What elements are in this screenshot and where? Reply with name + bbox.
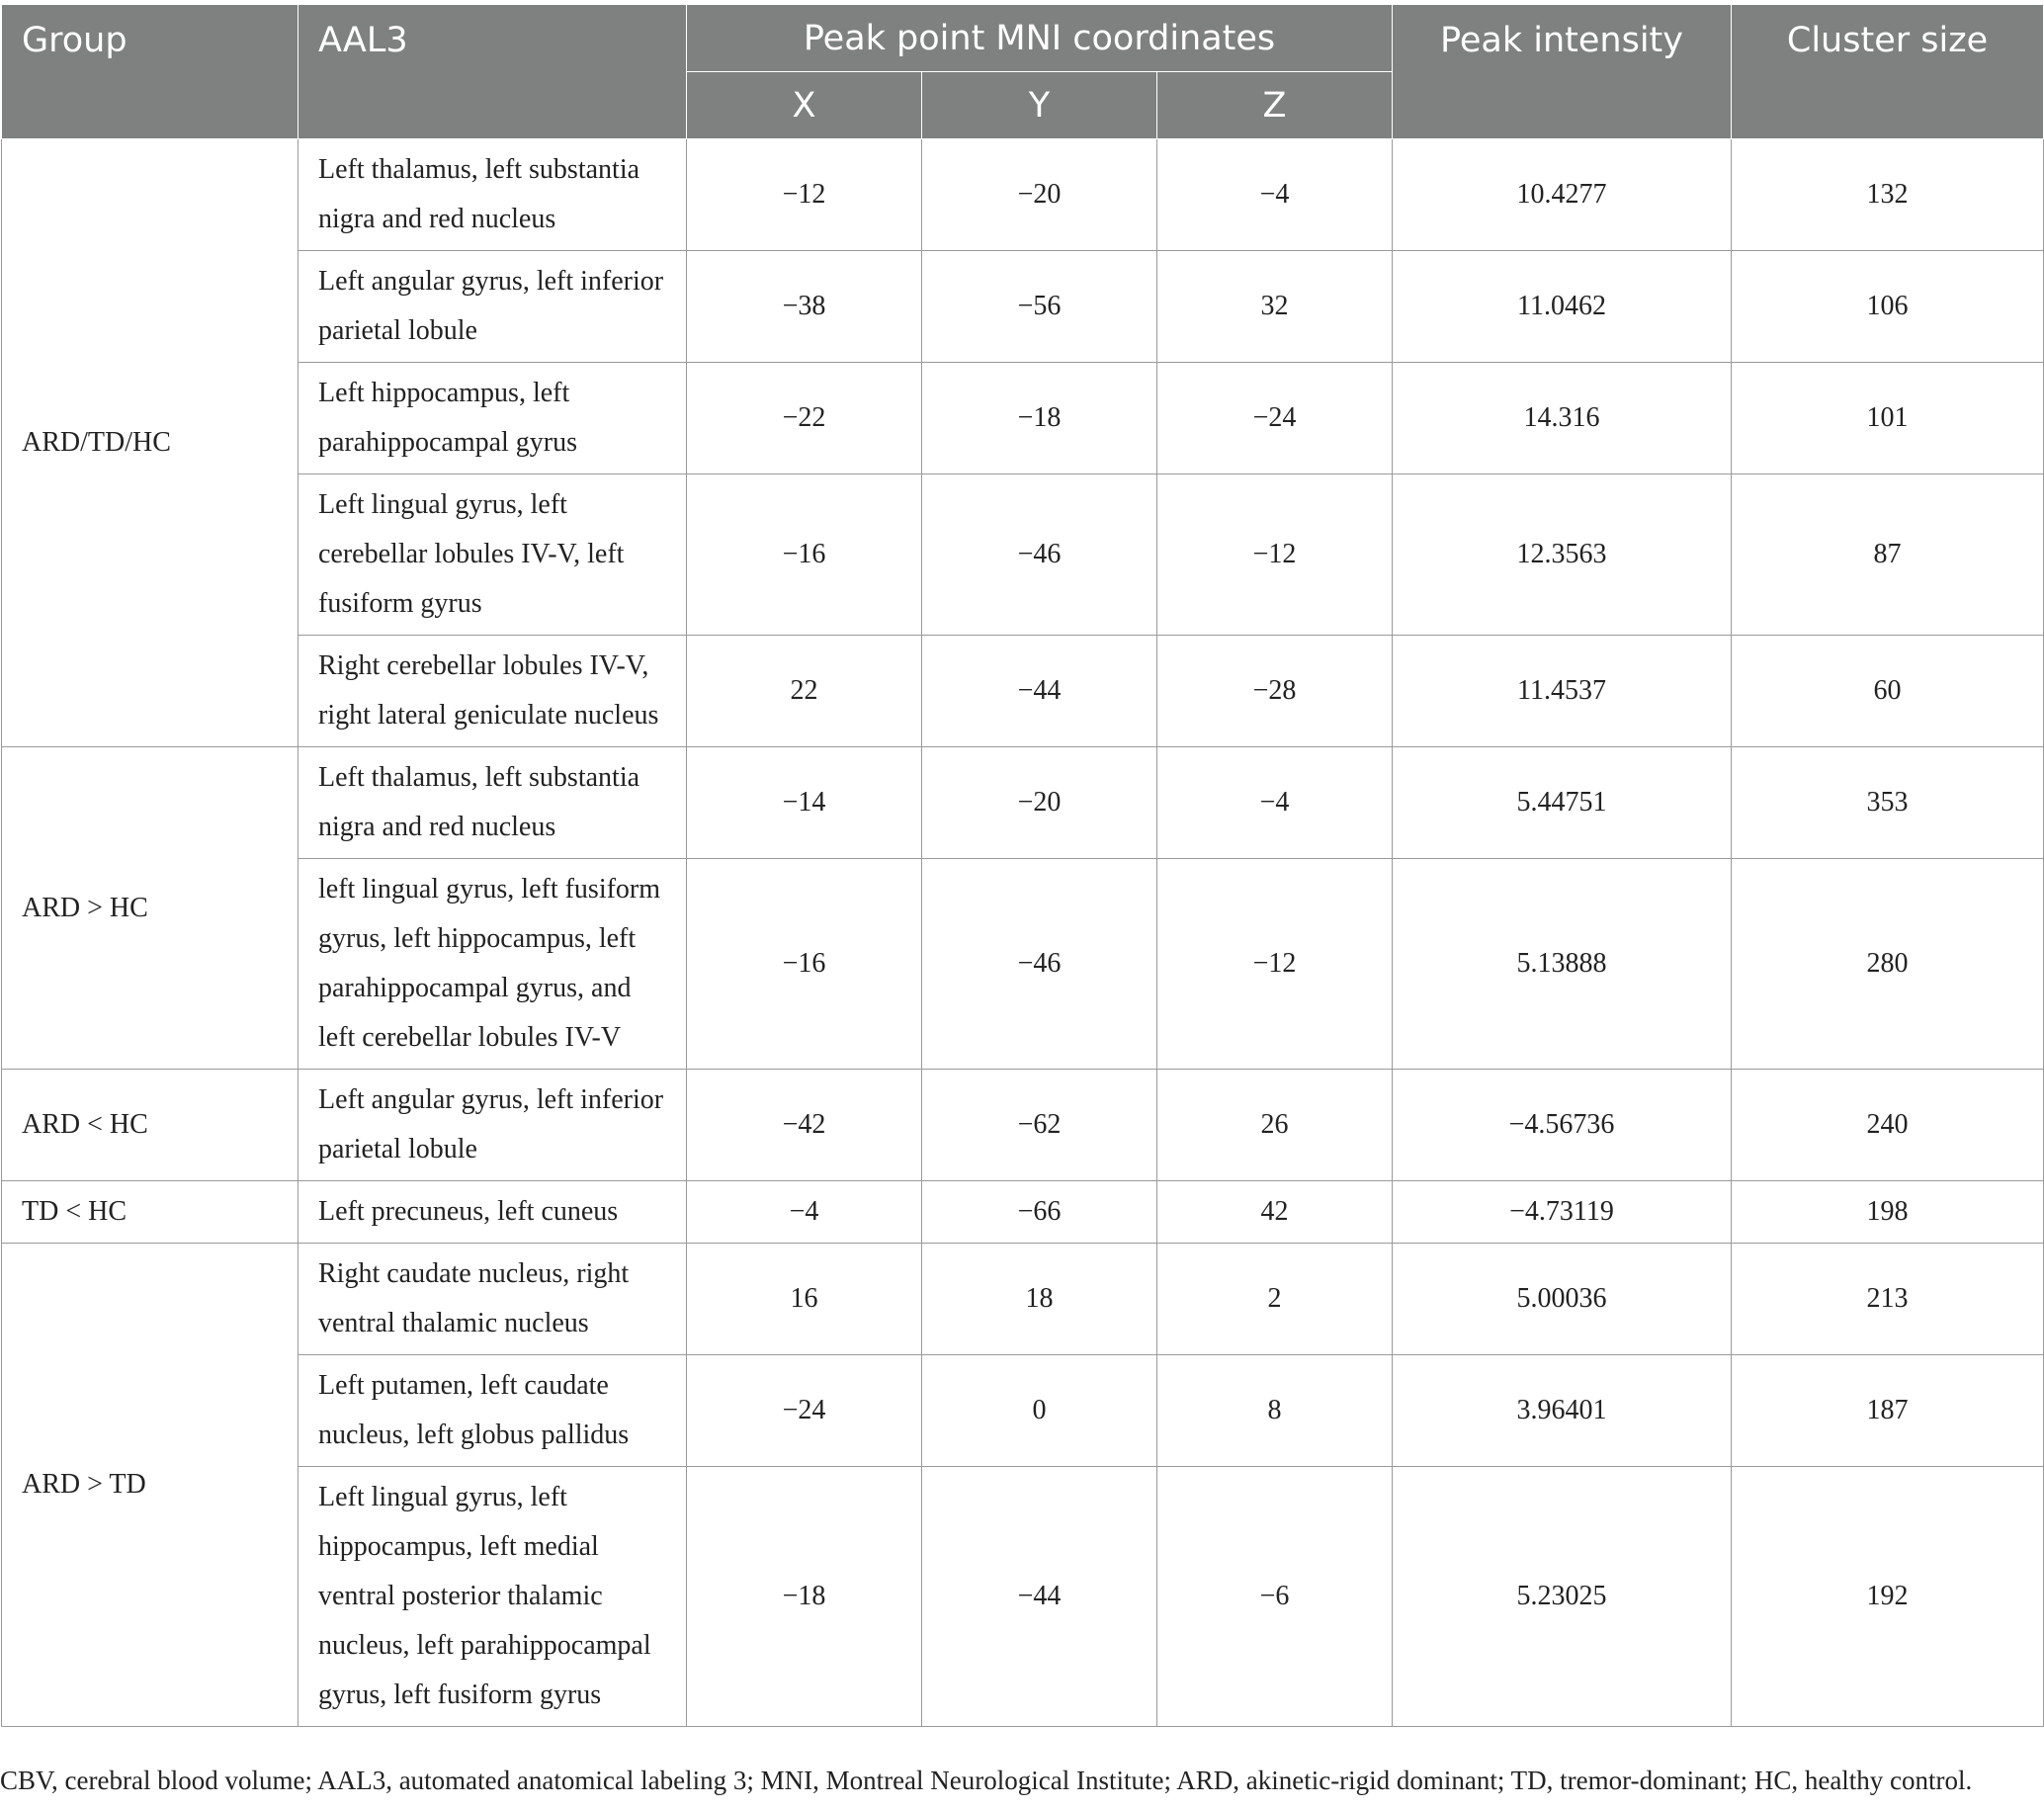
peak-intensity-cell: 5.13888 xyxy=(1393,859,1732,1070)
header-x: X xyxy=(687,72,922,139)
x-coordinate-cell: 16 xyxy=(687,1244,922,1355)
z-coordinate-cell: −12 xyxy=(1157,474,1393,636)
group-cell: ARD/TD/HC xyxy=(2,139,298,747)
peak-intensity-cell: 5.23025 xyxy=(1393,1467,1732,1727)
peak-intensity-cell: −4.56736 xyxy=(1393,1070,1732,1181)
x-coordinate-cell: −22 xyxy=(687,363,922,474)
cluster-size-cell: 192 xyxy=(1732,1467,2044,1727)
peak-intensity-cell: 11.0462 xyxy=(1393,251,1732,363)
x-coordinate-cell: −14 xyxy=(687,747,922,859)
header-y: Y xyxy=(922,72,1157,139)
cluster-size-cell: 60 xyxy=(1732,636,2044,747)
peak-intensity-cell: −4.73119 xyxy=(1393,1181,1732,1244)
region-cell: Left putamen, left caudate nucleus, left globus pallidus xyxy=(298,1355,687,1467)
table-header xyxy=(2,5,2044,139)
table-row xyxy=(2,636,2044,747)
table-footnote: CBV, cerebral blood volume; AAL3, automated anatomical labeling 3; MNI, Montreal Neurological Institute; ARD, akinetic-rigid dominant; TD, tremor-dominant; HC, healthy control. xyxy=(0,1766,1973,1795)
region-cell: left lingual gyrus, left fusiform gyrus, left hippocampus, left parahippocampal gyrus, and left cerebellar lobules IV-V xyxy=(298,859,687,1070)
region-cell: Left angular gyrus, left inferior parietal lobule xyxy=(298,1070,687,1181)
header-z: Z xyxy=(1157,72,1393,139)
table-row xyxy=(2,139,2044,251)
z-coordinate-cell: −24 xyxy=(1157,363,1393,474)
header-peak-intensity: Peak intensity xyxy=(1393,5,1732,139)
region-cell: Right cerebellar lobules IV-V, right lateral geniculate nucleus xyxy=(298,636,687,747)
table-row xyxy=(2,251,2044,363)
cluster-size-cell: 87 xyxy=(1732,474,2044,636)
group-cell: TD < HC xyxy=(2,1181,298,1244)
peak-intensity-cell: 5.00036 xyxy=(1393,1244,1732,1355)
header-group: Group xyxy=(2,5,298,139)
x-coordinate-cell: −16 xyxy=(687,859,922,1070)
y-coordinate-cell: −18 xyxy=(922,363,1157,474)
region-cell: Left lingual gyrus, left cerebellar lobules IV-V, left fusiform gyrus xyxy=(298,474,687,636)
z-coordinate-cell: −12 xyxy=(1157,859,1393,1070)
region-cell: Left angular gyrus, left inferior parietal lobule xyxy=(298,251,687,363)
cluster-size-cell: 187 xyxy=(1732,1355,2044,1467)
cluster-size-cell: 353 xyxy=(1732,747,2044,859)
header-cluster-size: Cluster size xyxy=(1732,5,2044,139)
y-coordinate-cell: −46 xyxy=(922,474,1157,636)
header-mni-coordinates: Peak point MNI coordinates xyxy=(687,5,1393,72)
region-cell: Left thalamus, left substantia nigra and red nucleus xyxy=(298,139,687,251)
z-coordinate-cell: 26 xyxy=(1157,1070,1393,1181)
table-row xyxy=(2,1070,2044,1181)
cluster-size-cell: 198 xyxy=(1732,1181,2044,1244)
peak-intensity-cell: 10.4277 xyxy=(1393,139,1732,251)
cluster-size-cell: 280 xyxy=(1732,859,2044,1070)
z-coordinate-cell: −4 xyxy=(1157,139,1393,251)
z-coordinate-cell: 2 xyxy=(1157,1244,1393,1355)
y-coordinate-cell: −20 xyxy=(922,139,1157,251)
x-coordinate-cell: −4 xyxy=(687,1181,922,1244)
cluster-size-cell: 132 xyxy=(1732,139,2044,251)
y-coordinate-cell: −46 xyxy=(922,859,1157,1070)
header-aal3: AAL3 xyxy=(298,5,687,139)
table-row xyxy=(2,1355,2044,1467)
peak-intensity-cell: 12.3563 xyxy=(1393,474,1732,636)
table-row xyxy=(2,1244,2044,1355)
peak-intensity-cell: 11.4537 xyxy=(1393,636,1732,747)
z-coordinate-cell: −28 xyxy=(1157,636,1393,747)
z-coordinate-cell: 32 xyxy=(1157,251,1393,363)
group-cell: ARD < HC xyxy=(2,1070,298,1181)
z-coordinate-cell: 8 xyxy=(1157,1355,1393,1467)
cluster-size-cell: 106 xyxy=(1732,251,2044,363)
cluster-size-cell: 101 xyxy=(1732,363,2044,474)
x-coordinate-cell: 22 xyxy=(687,636,922,747)
cluster-size-cell: 240 xyxy=(1732,1070,2044,1181)
peak-intensity-cell: 14.316 xyxy=(1393,363,1732,474)
y-coordinate-cell: −56 xyxy=(922,251,1157,363)
x-coordinate-cell: −38 xyxy=(687,251,922,363)
region-cell: Right caudate nucleus, right ventral thalamic nucleus xyxy=(298,1244,687,1355)
region-cell: Left thalamus, left substantia nigra and red nucleus xyxy=(298,747,687,859)
peak-intensity-cell: 3.96401 xyxy=(1393,1355,1732,1467)
table-row xyxy=(2,363,2044,474)
x-coordinate-cell: −12 xyxy=(687,139,922,251)
y-coordinate-cell: −66 xyxy=(922,1181,1157,1244)
y-coordinate-cell: −44 xyxy=(922,1467,1157,1727)
y-coordinate-cell: −44 xyxy=(922,636,1157,747)
y-coordinate-cell: 0 xyxy=(922,1355,1157,1467)
cluster-size-cell: 213 xyxy=(1732,1244,2044,1355)
mni-results-table xyxy=(1,4,2044,1727)
table-row xyxy=(2,1467,2044,1727)
x-coordinate-cell: −42 xyxy=(687,1070,922,1181)
z-coordinate-cell: −4 xyxy=(1157,747,1393,859)
table-row xyxy=(2,1181,2044,1244)
group-cell: ARD > TD xyxy=(2,1244,298,1727)
peak-intensity-cell: 5.44751 xyxy=(1393,747,1732,859)
table-row xyxy=(2,859,2044,1070)
y-coordinate-cell: −62 xyxy=(922,1070,1157,1181)
z-coordinate-cell: 42 xyxy=(1157,1181,1393,1244)
y-coordinate-cell: −20 xyxy=(922,747,1157,859)
x-coordinate-cell: −24 xyxy=(687,1355,922,1467)
region-cell: Left precuneus, left cuneus xyxy=(298,1181,687,1244)
region-cell: Left lingual gyrus, left hippocampus, left medial ventral posterior thalamic nucleus, left parahippocampal gyrus, left fusiform gyrus xyxy=(298,1467,687,1727)
x-coordinate-cell: −16 xyxy=(687,474,922,636)
table-body xyxy=(2,139,2044,1727)
table-row xyxy=(2,474,2044,636)
z-coordinate-cell: −6 xyxy=(1157,1467,1393,1727)
x-coordinate-cell: −18 xyxy=(687,1467,922,1727)
region-cell: Left hippocampus, left parahippocampal gyrus xyxy=(298,363,687,474)
table-row xyxy=(2,747,2044,859)
group-cell: ARD > HC xyxy=(2,747,298,1070)
y-coordinate-cell: 18 xyxy=(922,1244,1157,1355)
